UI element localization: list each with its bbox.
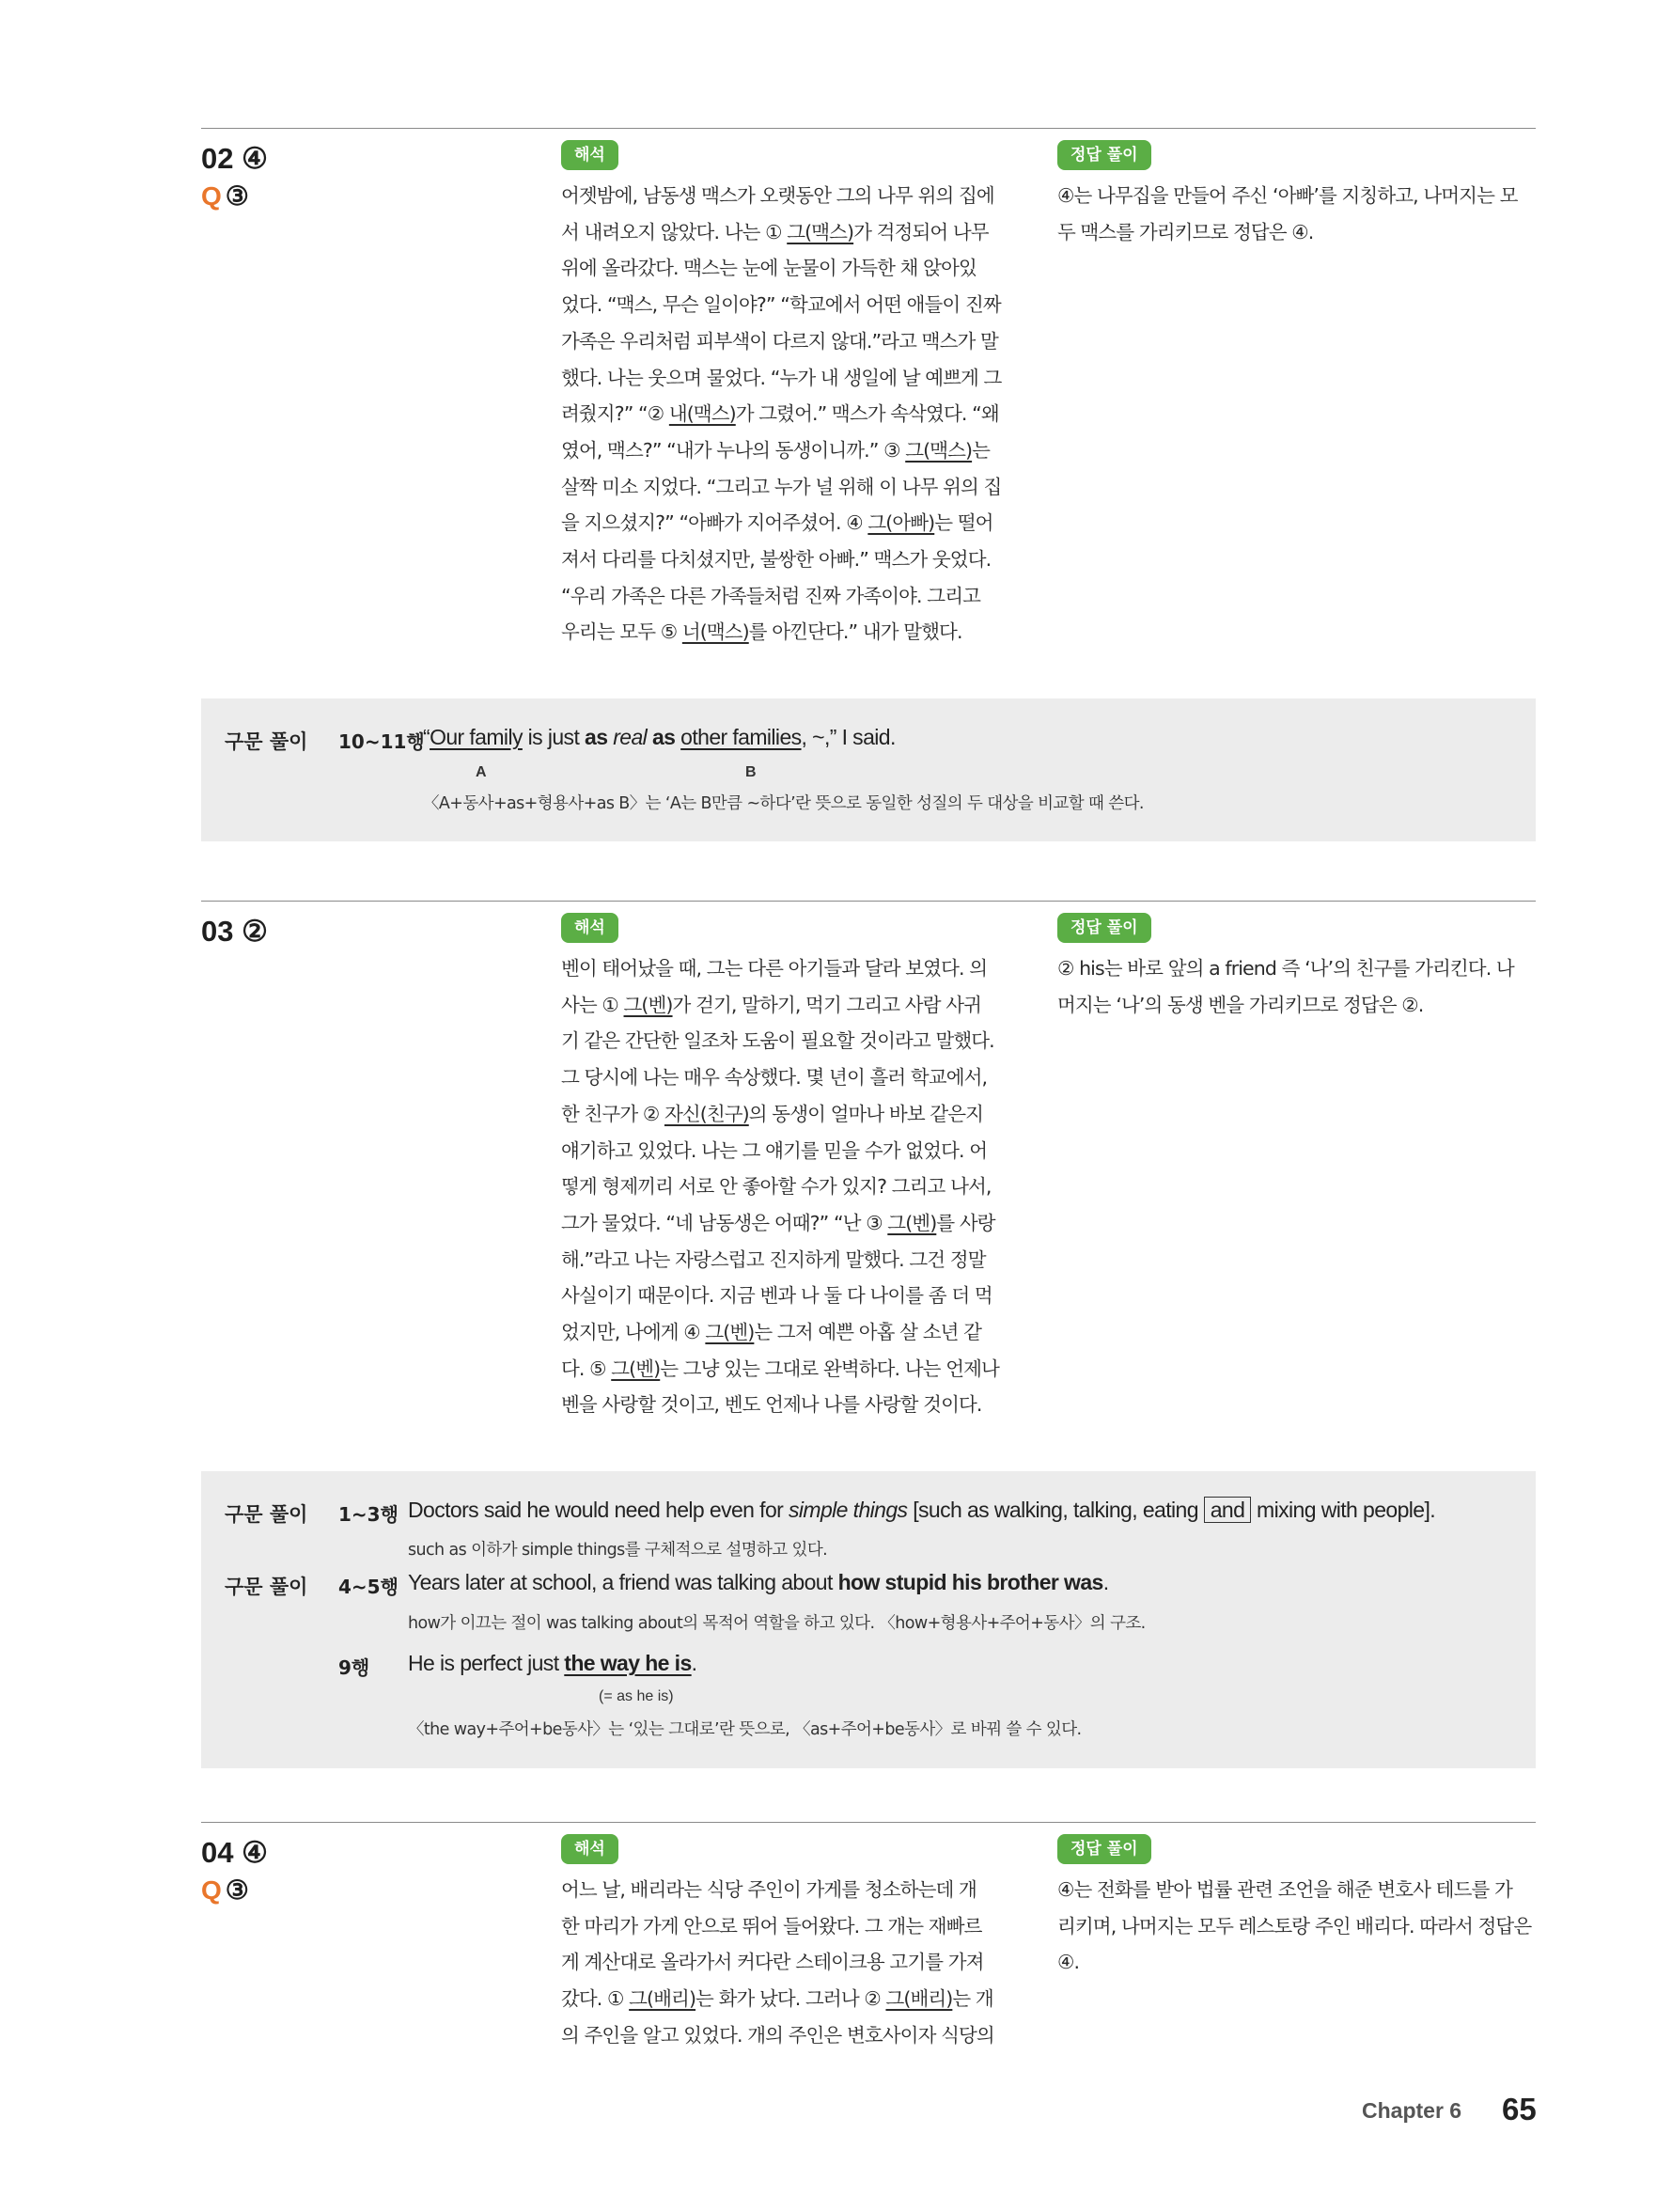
text-line: 려줬지?” “② 내(맥스)가 그렸어.” 맥스가 속삭였다. “왜	[561, 402, 999, 426]
grammar-explanation: such as 이하가 simple things를 구체적으로 설명하고 있다.	[408, 1541, 828, 1560]
text-line: 기 같은 간단한 일조차 도움이 필요할 것이라고 말했다.	[561, 1029, 994, 1053]
text-line: 어젯밤에, 남동생 맥스가 오랫동안 그의 나무 위의 집에	[561, 184, 994, 207]
line-ref: 1~3행	[338, 1503, 398, 1526]
text-line: 사는 ① 그(벤)가 걷기, 말하기, 먹기 그리고 사람 사귀	[561, 993, 982, 1016]
answer-explanation-tag: 정답 풀이	[1057, 1834, 1151, 1864]
text-line: 져서 다리를 다치셨지만, 불쌍한 아빠.” 맥스가 웃었다.	[561, 548, 992, 572]
text-line: 었다. “맥스, 무슨 일이야?” “학교에서 어떤 애들이 진짜	[561, 293, 1001, 317]
term-b: other families	[680, 725, 802, 749]
underlined-referent: 자신(친구)	[664, 1102, 749, 1125]
underlined-referent: 그(아빠)	[867, 511, 935, 535]
text-line: ④.	[1057, 1951, 1080, 1974]
translation-tag: 해석	[561, 140, 618, 170]
question-number: 04 ④	[201, 1836, 268, 1869]
translation-text	[561, 1872, 1020, 2054]
grammar-note-box-2	[201, 1471, 1536, 1768]
text-line: ④는 나무집을 만들어 주신 ‘아빠’를 지칭하고, 나머지는 모	[1057, 184, 1518, 207]
answer-explanation-text	[1057, 950, 1537, 1023]
text-line: 다. ⑤ 그(벤)는 그냥 있는 그대로 완벽하다. 나는 언제나	[561, 1357, 999, 1380]
underlined-referent: 그(배리)	[885, 1987, 953, 2011]
text-line: 위에 올라갔다. 맥스는 눈에 눈물이 가득한 채 앉아있	[561, 257, 977, 280]
chapter-label: Chapter 6	[1362, 2098, 1462, 2123]
underlined-referent: 그(벤)	[611, 1357, 661, 1380]
underlined-referent: 그(벤)	[887, 1211, 937, 1234]
text-line: 했다. 나는 웃으며 물었다. “누가 내 생일에 날 예쁘게 그	[561, 366, 1002, 389]
grammar-label: 구문 풀이	[225, 730, 308, 753]
underlined-referent: 너(맥스)	[681, 620, 749, 644]
text-line: 그 당시에 나는 매우 속상했다. 몇 년이 흘러 학교에서,	[561, 1066, 988, 1090]
underlined-referent: 그(벤)	[623, 993, 673, 1016]
section-q04	[201, 1822, 1536, 2077]
q-answer: Q ③	[201, 1875, 249, 1905]
answer-explanation-text	[1057, 178, 1537, 250]
text-line: 해.”라고 나는 자랑스럽고 진지하게 말했다. 그건 정말	[561, 1247, 986, 1271]
translation-tag: 해석	[561, 913, 618, 943]
example-sentence: Years later at school, a friend was talking about how stupid his brother was.	[408, 1570, 1109, 1594]
q-answer: Q ③	[201, 181, 249, 211]
boxed-and: and	[1204, 1497, 1252, 1523]
question-number: 03 ②	[201, 915, 268, 948]
grammar-explanation: how가 이끄는 절이 was talking about의 목적어 역할을 하고 있다. 〈how+형용사+주어+동사〉의 구조.	[408, 1614, 1146, 1633]
q-label: Q	[201, 181, 222, 211]
text-line: 살짝 미소 지었다. “그리고 누가 널 위해 이 나무 위의 집	[561, 475, 1002, 498]
page-number: 65	[1502, 2092, 1537, 2126]
mark-b: B	[745, 764, 757, 780]
text-line: 의 주인을 알고 있었다. 개의 주인은 변호사이자 식당의	[561, 2023, 994, 2047]
line-ref: 4~5행	[338, 1576, 398, 1598]
text-line: 한 친구가 ② 자신(친구)의 동생이 얼마나 바보 같은지	[561, 1102, 984, 1125]
text-line: 어느 날, 배리라는 식당 주인이 가게를 청소하는데 개	[561, 1878, 977, 1901]
text-line: 었지만, 나에게 ④ 그(벤)는 그저 예쁜 아홉 살 소년 같	[561, 1321, 982, 1344]
text-line: 사실이기 때문이다. 지금 벤과 나 둘 다 나이를 좀 더 먹	[561, 1284, 992, 1308]
line-ref: 9행	[338, 1656, 370, 1679]
section-q03	[201, 901, 1536, 1456]
text-line: “우리 가족은 다른 가족들처럼 진짜 가족이야. 그리고	[561, 584, 980, 607]
section-q02	[201, 128, 1536, 655]
text-line: 두 맥스를 가리키므로 정답은 ④.	[1057, 220, 1314, 243]
text-line: 서 내려오지 않았다. 나는 ① 그(맥스)가 걱정되어 나무	[561, 220, 989, 243]
answer-explanation-tag: 정답 풀이	[1057, 913, 1151, 943]
q-label: Q	[201, 1875, 222, 1905]
text-line: 머지는 ‘나’의 동생 벤을 가리키므로 정답은 ②.	[1057, 993, 1424, 1016]
underlined-referent: 그(맥스)	[787, 220, 854, 243]
text-line: 한 마리가 가게 안으로 뛰어 들어왔다. 그 개는 재빠르	[561, 1914, 982, 1937]
text-line: 떻게 형제끼리 서로 안 좋아할 수가 있지? 그리고 나서,	[561, 1175, 992, 1199]
translation-text	[561, 950, 1020, 1423]
text-line: 얘기하고 있었다. 나는 그 얘기를 믿을 수가 없었다. 어	[561, 1138, 988, 1162]
underlined-referent: 그(배리)	[629, 1987, 696, 2011]
text-line: 게 계산대로 올라가서 커다란 스테이크용 고기를 가져	[561, 1951, 984, 1974]
text-line: 가족은 우리처럼 피부색이 다르지 않대.”라고 맥스가 말	[561, 329, 998, 353]
translation-text	[561, 178, 1020, 651]
example-sentence: Doctors said he would need help even for simple things [such as walking, talking, eating and mixing with people].	[408, 1498, 1436, 1522]
question-number: 02 ④	[201, 142, 268, 175]
underlined-referent: 내(맥스)	[668, 402, 736, 426]
text-line: 벤을 사랑할 것이고, 벤도 언제나 나를 사랑할 것이다.	[561, 1393, 982, 1417]
term-a: Our family	[430, 725, 523, 749]
text-line: ④는 전화를 받아 법률 관련 조언을 해준 변호사 테드를 가	[1057, 1878, 1512, 1901]
text-line: 그가 물었다. “네 남동생은 어때?” “난 ③ 그(벤)를 사랑	[561, 1211, 995, 1234]
answer-explanation-tag: 정답 풀이	[1057, 140, 1151, 170]
equivalent-note: (= as he is)	[599, 1688, 674, 1704]
example-sentence: “Our family is just as real as other families, ~,” I said.	[423, 725, 896, 749]
grammar-note-box-1	[201, 698, 1536, 841]
text-line: 리키며, 나머지는 모두 레스토랑 주인 배리다. 따라서 정답은	[1057, 1914, 1532, 1937]
example-sentence: He is perfect just the way he is.	[408, 1651, 697, 1675]
mark-a: A	[476, 764, 487, 780]
grammar-label: 구문 풀이	[225, 1576, 308, 1598]
text-line: 우리는 모두 ⑤ 너(맥스)를 아낀단다.” 내가 말했다.	[561, 620, 962, 644]
text-line: 갔다. ① 그(배리)는 화가 났다. 그러나 ② 그(배리)는 개	[561, 1987, 993, 2011]
grammar-label: 구문 풀이	[225, 1503, 308, 1526]
text-line: 였어, 맥스?” “내가 누나의 동생이니까.” ③ 그(맥스)는	[561, 438, 991, 462]
text-line: 을 지으셨지?” “아빠가 지어주셨어. ④ 그(아빠)는 떨어	[561, 511, 993, 535]
line-ref: 10~11행	[338, 730, 425, 753]
grammar-explanation: 〈the way+주어+be동사〉는 ‘있는 그대로’란 뜻으로, 〈as+주어+be동사〉로 바꿔 쓸 수 있다.	[408, 1720, 1082, 1739]
translation-tag: 해석	[561, 1834, 618, 1864]
grammar-explanation: 〈A+동사+as+형용사+as B〉는 ‘A는 B만큼 ~하다’란 뜻으로 동일한 성질의 두 대상을 비교할 때 쓴다.	[423, 794, 1144, 813]
text-line: 벤이 태어났을 때, 그는 다른 아기들과 달라 보였다. 의	[561, 957, 988, 980]
underlined-referent: 그(벤)	[705, 1321, 755, 1344]
answer-explanation-text	[1057, 1872, 1537, 1981]
underlined-referent: 그(맥스)	[905, 438, 973, 462]
text-line: ② his는 바로 앞의 a friend 즉 ‘나’의 친구를 가리킨다. 나	[1057, 957, 1514, 980]
